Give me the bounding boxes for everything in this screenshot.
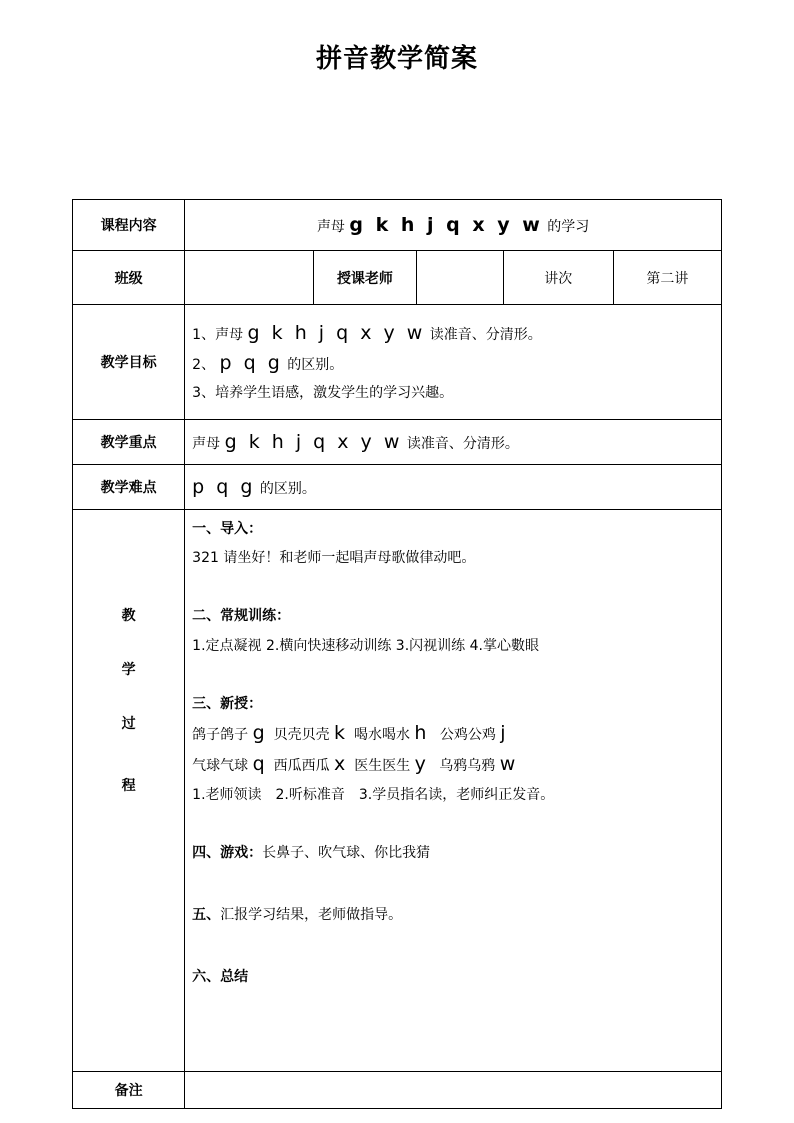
goal-item-2 [192, 352, 721, 374]
key-point-row [73, 420, 722, 465]
lesson-plan-table [72, 199, 722, 1109]
session-label: 讲次 [503, 251, 613, 305]
section-training-text: 1.定点凝视 2.横向快速移动训练 3.闪视训练 4.掌心數眼 [192, 638, 539, 654]
section-new-line-1 [192, 722, 721, 744]
process-label [73, 510, 185, 1072]
process-row [73, 510, 722, 1072]
section-game-title: 四、游戏： [192, 845, 263, 861]
key-point-label: 教学重点 [73, 420, 185, 465]
key-point-text: 读准音、分清形。 [406, 436, 519, 452]
difficulty-text: 的区别。 [259, 481, 316, 497]
key-point-letters: g k h j q x y w [224, 431, 403, 453]
goal-item-1-text: 读准音、分清形。 [429, 327, 542, 343]
course-letters: g k h j q x y w [349, 214, 543, 236]
section-report [192, 904, 721, 924]
notes-row [73, 1072, 722, 1109]
course-value [185, 200, 722, 251]
section-game-text: 长鼻子、吹气球、你比我猜 [262, 845, 431, 861]
section-report-text: 汇报学习结果，老师做指导。 [220, 907, 403, 923]
section-new-steps: 1.老师领读 2.听标准音 3.学员指名读，老师纠正发音。 [192, 787, 555, 803]
notes-label: 备注 [73, 1072, 185, 1109]
new-letter: g [252, 722, 265, 744]
goals-row [73, 305, 722, 420]
goal-item-2-num: 2、 [192, 357, 216, 373]
process-label-char: 程 [121, 778, 136, 794]
goal-item-3: 3、培养学生语感，激发学生的学习兴趣。 [192, 385, 454, 401]
process-label-char: 过 [121, 716, 136, 732]
key-point-prefix: 声母 [192, 436, 221, 452]
new-word: 西瓜西瓜 [273, 758, 330, 774]
section-intro-text: 321 请坐好！和老师一起唱声母歌做律动吧。 [192, 550, 476, 566]
goal-item-2-text: 的区别。 [287, 357, 344, 373]
new-word: 乌鸦乌鸦 [439, 758, 496, 774]
goals-label: 教学目标 [73, 305, 185, 420]
process-content [185, 510, 722, 1072]
course-label: 课程内容 [73, 200, 185, 251]
key-point-content [185, 420, 722, 465]
new-word: 贝壳贝壳 [273, 727, 330, 743]
new-letter: q [252, 753, 265, 775]
section-report-title: 五、 [192, 907, 221, 923]
goal-item-2-letters: p q g [219, 352, 283, 374]
goal-item-1 [192, 322, 721, 344]
difficulty-letters: p q g [192, 476, 256, 498]
new-word: 喝水喝水 [353, 727, 410, 743]
new-word: 公鸡公鸡 [439, 727, 496, 743]
course-suffix: 的学习 [547, 219, 590, 235]
new-word: 医生医生 [354, 758, 411, 774]
section-new-title: 三、新授： [192, 696, 263, 712]
course-row [73, 200, 722, 251]
section-game [192, 842, 721, 862]
process-label-char: 学 [121, 662, 136, 678]
difficulty-content [185, 465, 722, 510]
class-row [73, 251, 722, 305]
goal-item-1-num: 1、声母 [192, 327, 244, 343]
section-new-line-2 [192, 753, 721, 775]
section-summary-title: 六、总结 [192, 969, 249, 985]
new-letter: y [414, 753, 426, 775]
goals-content [185, 305, 722, 420]
new-letter: j [500, 722, 506, 744]
section-training-title: 二、常规训练： [192, 608, 291, 624]
new-letter: h [414, 722, 427, 744]
teacher-label: 授课老师 [314, 251, 416, 305]
difficulty-row [73, 465, 722, 510]
class-value[interactable] [185, 251, 314, 305]
new-word: 气球气球 [192, 758, 249, 774]
course-prefix: 声母 [316, 219, 345, 235]
notes-value[interactable] [185, 1072, 722, 1109]
difficulty-label: 教学难点 [73, 465, 185, 510]
session-value: 第二讲 [613, 251, 721, 305]
new-letter: w [499, 753, 516, 775]
class-label: 班级 [73, 251, 185, 305]
page-title: 拼音教学简案 [315, 44, 478, 74]
teacher-value[interactable] [416, 251, 503, 305]
new-letter: k [334, 722, 346, 744]
new-letter: x [334, 753, 346, 775]
goal-item-1-letters: g k h j q x y w [247, 322, 426, 344]
section-intro-title: 一、导入： [192, 521, 263, 537]
process-label-char: 教 [121, 608, 136, 624]
new-word: 鸽子鸽子 [192, 727, 249, 743]
